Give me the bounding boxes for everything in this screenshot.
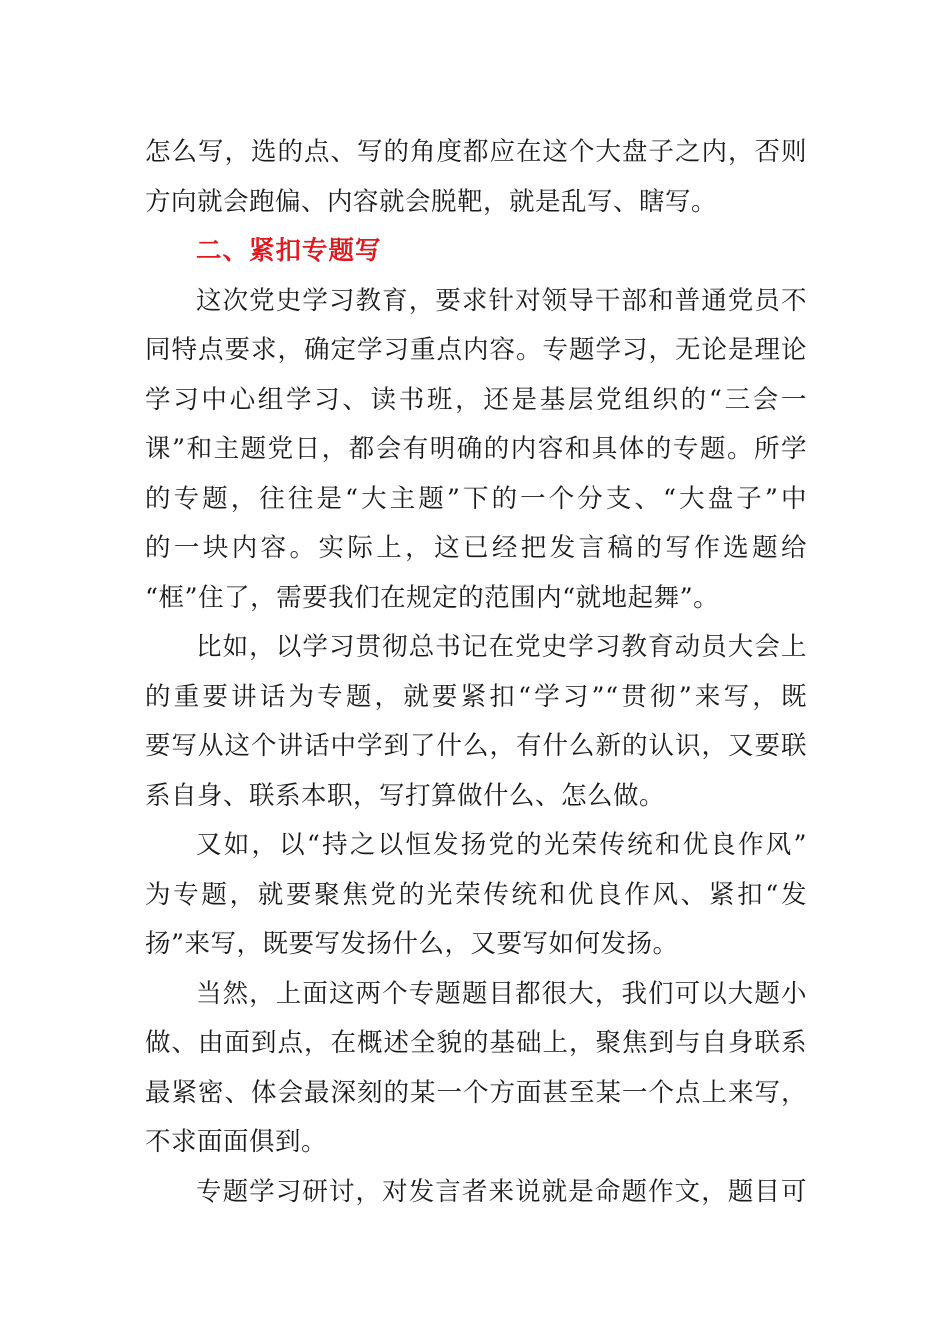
paragraph-line: “框”住了，需要我们在规定的范围内“就地起舞”。 xyxy=(145,582,720,613)
paragraph-line: 不求面面俱到。 xyxy=(145,1127,328,1157)
paragraph-line: 比如，以学习贯彻总书记在党史学习教育动员大会上 xyxy=(196,632,807,662)
paragraph-line: 的重要讲话为专题，就要紧扣“学习”“贯彻”来写，既 xyxy=(145,681,807,712)
paragraph-line: 当然，上面这两个专题题目都很大，我们可以大题小 xyxy=(196,978,807,1009)
paragraph-line: 的专题，往往是“大主题”下的一个分支、“大盘子”中 xyxy=(145,483,807,514)
paragraph-line: 的一块内容。实际上，这已经把发言稿的写作选题给 xyxy=(145,533,807,563)
paragraph xyxy=(145,821,807,970)
paragraph-line: 又如，以“持之以恒发扬党的光荣传统和优良作风” xyxy=(196,830,807,860)
paragraph-line: 要写从这个讲话中学到了什么，有什么新的认识，又要联 xyxy=(145,731,807,761)
paragraph-line: 做、由面到点，在概述全貌的基础上，聚焦到与自身联系 xyxy=(145,1028,807,1058)
paragraph-line: 为专题，就要聚焦党的光荣传统和优良作风、紧扣“发 xyxy=(145,879,807,910)
paragraph xyxy=(145,1168,807,1218)
paragraph-line: 专题学习研讨，对发言者来说就是命题作文，题目可 xyxy=(196,1176,807,1207)
paragraph-line: 课”和主题党日，都会有明确的内容和具体的专题。所学 xyxy=(145,434,807,464)
section-heading: 二、紧扣专题写 xyxy=(196,236,382,266)
paragraph-line: 这次党史学习教育，要求针对领导干部和普通党员不 xyxy=(196,285,807,316)
intro-line: 怎么写，选的点、写的角度都应在这个大盘子之内，否则 xyxy=(145,137,807,167)
paragraph-line: 同特点要求，确定学习重点内容。专题学习，无论是理论 xyxy=(145,335,807,365)
paragraph-line: 扬”来写，既要写发扬什么，又要写如何发扬。 xyxy=(145,929,679,959)
paragraph xyxy=(145,277,807,624)
paragraph xyxy=(145,970,807,1168)
paragraph-line: 最紧密、体会最深刻的某一个方面甚至某一个点上来写， xyxy=(145,1077,807,1108)
paragraph-line: 学习中心组学习、读书班，还是基层党组织的“三会一 xyxy=(145,384,807,415)
intro-line: 方向就会跑偏、内容就会脱靶，就是乱写、瞎写。 xyxy=(145,186,718,217)
document-body xyxy=(145,128,807,1217)
paragraph xyxy=(145,623,807,821)
paragraph-line: 系自身、联系本职，写打算做什么、怎么做。 xyxy=(145,780,666,811)
